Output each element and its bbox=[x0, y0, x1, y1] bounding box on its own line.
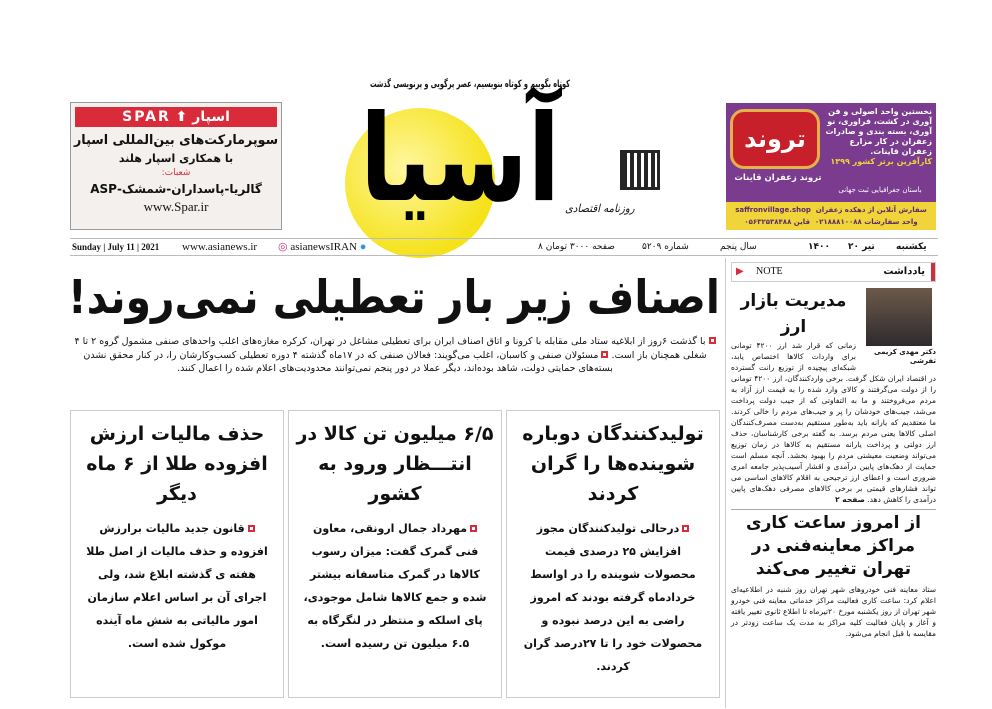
trond-name: تروند زعفران قاینات bbox=[734, 173, 822, 183]
year-label: سال پنجم bbox=[720, 242, 757, 252]
note-label-en: NOTE bbox=[756, 266, 783, 277]
trond-shop[interactable]: saffronvillage.shop bbox=[735, 206, 811, 214]
page-ref[interactable]: صفحه ۲ bbox=[835, 495, 865, 504]
day-month: ۲۰ تیر bbox=[848, 242, 875, 252]
note-header bbox=[731, 262, 936, 282]
divider bbox=[731, 509, 936, 510]
weekday: یکشنبه bbox=[896, 242, 927, 252]
spar-logo-bar: اسپار ⬆ SPAR bbox=[75, 107, 277, 127]
story-customs[interactable] bbox=[288, 410, 502, 698]
note-label-fa: یادداشت bbox=[883, 266, 925, 277]
website-link[interactable]: www.asianews.ir bbox=[182, 241, 258, 253]
spar-line2: با همکاری اسپار هلند bbox=[118, 152, 234, 165]
note-text: زمانی که قرار شد ارز ۴۲۰۰ تومانی برای واردات کالاها اختصاص یابد، شبکه‌ای پیچیده از توزیع رانت گسترده در اقتصاد ایران شکل گرفت. برخی واردکنندگان، ارز ۴۲۰۰ تومانی را از دولت می‌گرفتند و کالای وارد شده را به قیمت ارز آزاد به مردم می‌فروختند و ما به التفاوتی که از جیب دولت پرداخت می‌شد، جیب‌های خودشان را پر و جیب‌های مردم را خالی کردند. ما معتقدیم که یارانه باید به‌طور مستقیم به‌دست مصرف‌کنندگان اصلی کالاها یعنی مردم برسد. به گفته برخی کارشناسان، حذف ارز دولتی و پرداخت یارانه مستقیم به کالاها در زمان توزیع می‌تواند وضعیت معیشتی مردم را بهبود بخشد. آنچه مسلم است حمایت از دهک‌های پایین درآمدی و اقشار آسیب‌پذیر جامعه امری ضروری است و اعطای ارز ترجیحی به اقلام کالاهای اساسی می تواند فشارهای قیمتی بر برخی کالاهای مصرفی دهک‌های پایین درآمدی را کاهش دهد. bbox=[731, 341, 936, 504]
slogan-box bbox=[370, 78, 570, 91]
spar-line1: سوپرمارکت‌های بین‌المللی اسپار bbox=[73, 133, 278, 148]
author-caption: دکتر مهدی کریمی تفرشی bbox=[874, 348, 936, 365]
side-story-title[interactable]: از امروز ساعت کاری مراکز معاینه‌فنی در تهران تغییر می‌کند bbox=[746, 513, 921, 579]
story-body: مهرداد جمال ارونقی، معاون فنی گمرک گفت: میزان رسوب کالاها در گمرک متاسفانه بیشتر شده و جمع کالاها شامل موجودی، پای اسلکه و منتظر در لنگرگاه به ۶.۵ میلیون تن رسیده است. bbox=[303, 522, 487, 650]
trond-phone2: واحد سفارشات ۰۲۱۸۸۸۱۰۰۸۸ bbox=[814, 218, 918, 226]
lead-part1: با گذشت ۶روز از ابلاغیه ستاد ملی مقابله با کرونا و اتاق اصناف ایران برای تعطیلی مشاغل در تهران، کرکره مغازه‌های اغلب واحدهای صنفی مشمول گروه ۲ تا ۴ شغلی همچنان باز است. bbox=[74, 336, 707, 361]
spar-branches: گالریا-پاسداران-شمشک-ASP bbox=[90, 182, 262, 196]
trond-ad[interactable] bbox=[726, 103, 936, 230]
side-story-body: ستاد معاینه فنی خودروهای شهر تهران روز شنبه در اطلاعیه‌ای اعلام کرد: ساعت کاری فعالیت مراکز خدماتی معاینه فنی خودرو شهر تهران از روز یکشنبه مورخ ۲۰تیرماه تا اطلاع ثانوی تغییر یافته و آغاز و پایان فعالیت کلیه مراکز به مدت یک ساعت زودتر در مقایسه با قبل انجام می‌شود. bbox=[731, 585, 936, 638]
author-photo bbox=[866, 288, 932, 346]
story-body: درحالی تولیدکنندگان مجوز افزایش ۲۵ درصدی قیمت محصولات شوینده را در اواسط خردادماه گرفته بودند که امروز راضی به این درصد نبوده و محصولات خود را تا ۲۷درصد گران کردند. bbox=[523, 522, 703, 673]
story-title: حذف مالیات ارزش افزوده طلا از ۶ ماه دیگر bbox=[86, 423, 268, 505]
date-en: Sunday | July 11 | 2021 bbox=[72, 242, 160, 252]
bullet-icon bbox=[470, 525, 477, 532]
bullet-icon bbox=[709, 337, 716, 344]
instagram-label: asianewsIRAN bbox=[290, 241, 357, 253]
trond-phone1: قاین ۰۵۶۳۲۵۳۸۴۸۸ bbox=[744, 218, 810, 226]
spar-url[interactable]: www.Spar.ir bbox=[143, 199, 209, 214]
spar-branches-label: شعبات: bbox=[161, 168, 191, 178]
story-title: ۶/۵ میلیون تن کالا در انتـــظار ورود به کشور bbox=[296, 423, 494, 505]
pages-price: ۸ صفحه ۳۰۰۰ تومان bbox=[538, 242, 615, 252]
trond-text: نخستین واحد اصولی و فن آوری در کشت، فراوری، نو آوری، بسته بندی و صادرات زعفران در کار مزارع زعفران قاینات. bbox=[825, 107, 932, 156]
subtitle-box bbox=[565, 202, 635, 216]
slogan: کوتاه بگوییم و کوتاه بنویسیم، عصر پرگویی و پرنویسی گذشت bbox=[370, 79, 570, 90]
note-title[interactable]: مدیریت بازار ارز bbox=[740, 291, 847, 337]
author-figure bbox=[860, 288, 936, 366]
trond-heritage: باستان جغرافیایی ثبت جهانی bbox=[838, 186, 922, 194]
note-marker bbox=[931, 263, 935, 281]
trond-row2 bbox=[744, 216, 917, 228]
trond-online: سفارش آنلاین از دهکده زعفران bbox=[815, 206, 927, 214]
newspaper-logo: آسیا bbox=[359, 90, 560, 229]
main-headline[interactable]: اصناف زیر بار تعطیلی نمی‌روند! bbox=[68, 270, 720, 324]
year-number: ۱۴۰۰ bbox=[808, 242, 830, 252]
spar-ad[interactable] bbox=[70, 102, 282, 230]
trond-award: کارآفرین برتر کشور ۱۳۹۹ bbox=[830, 157, 932, 166]
qr-code-icon[interactable] bbox=[620, 150, 660, 190]
subtitle: روزنامه اقتصادی bbox=[565, 202, 635, 215]
spar-brand-en: SPAR bbox=[122, 109, 171, 125]
instagram-icon: ◎ bbox=[278, 241, 288, 253]
date-bar bbox=[70, 238, 938, 256]
bullet-icon bbox=[248, 525, 255, 532]
right-column bbox=[731, 288, 936, 639]
trond-row1 bbox=[735, 204, 927, 216]
story-body: قانون جدید مالیات برارزش افزوده و حذف مالیات از اصل طلا هفته ی گذشته ابلاغ شد، ولی اجرای آن بر اساس اعلام سازمان امور مالیاتی به شش ماه آینده موکول شده است. bbox=[86, 522, 268, 650]
bullet-icon bbox=[601, 351, 608, 358]
headline-box bbox=[68, 262, 720, 332]
lead-text bbox=[70, 335, 720, 376]
lead-part2: مسئولان صنفی و کاسبان، اغلب می‌گویند: فعالان صنفی که در ۱۷ماه گذشته ۴ دوره تعطیلی کسب‌وکارشان را، در کنار محقق نشدن بسته‌های حمایتی دولت، شاهد بوده‌اند، دیگر عملا در دور پنجم نمی‌توانند محدودیت‌های اعلام شده را اعمال کنند. bbox=[83, 349, 613, 374]
newspaper-logo-box bbox=[359, 90, 560, 230]
instagram-handle[interactable] bbox=[278, 239, 366, 255]
issue-number: شماره ۵۲۰۹ bbox=[642, 242, 689, 252]
story-gold-tax[interactable] bbox=[70, 410, 284, 698]
trond-contact bbox=[726, 202, 936, 230]
story-detergents[interactable] bbox=[506, 410, 720, 698]
trond-logo: تروند bbox=[730, 109, 820, 169]
story-title: تولیدکنندگان دوباره شوینده‌ها را گران کردند bbox=[522, 423, 704, 505]
bullet-icon bbox=[682, 525, 689, 532]
verified-icon: ● bbox=[359, 241, 367, 253]
spar-brand-fa: اسپار bbox=[192, 109, 230, 125]
column-divider bbox=[725, 258, 726, 708]
arrow-icon: ▶ bbox=[736, 266, 744, 277]
